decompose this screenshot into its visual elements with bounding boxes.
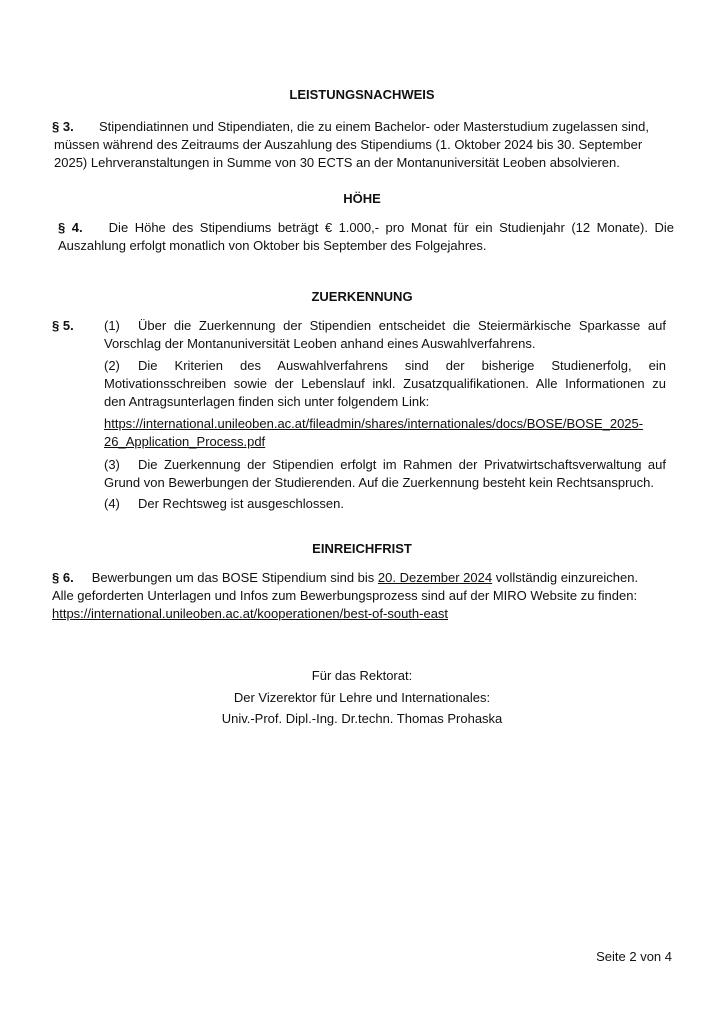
section-5-item-2-number: (2) <box>104 358 120 373</box>
signature-line-2: Der Vizerektor für Lehre und Internationales: <box>233 690 491 705</box>
section-5-item-3-line-2-box <box>104 474 670 492</box>
section-5-item-3-line-1-box <box>138 456 666 474</box>
section-4-line-1: Die Höhe des Stipendiums beträgt € 1.000,- pro Monat für ein Studienjahr (12 Monate). Die <box>108 220 674 235</box>
section-5-item-2-line-3: den Antragsunterlagen finden sich unter folgendem Link: <box>104 394 430 409</box>
section-6-label: § 6. <box>52 570 74 585</box>
section-5-item-2-line-1-box <box>138 357 666 375</box>
section-3-line-1: Stipendiatinnen und Stipendiaten, die zu einem Bachelor- oder Masterstudium zugelassen sind, <box>98 119 649 134</box>
heading-hoehe: HÖHE <box>343 191 381 206</box>
section-3-label: § 3. <box>52 119 74 134</box>
page-number: Seite 2 von 4 <box>596 949 672 964</box>
section-4-line-2: Auszahlung erfolgt monatlich von Oktober bis September des Folgejahres. <box>58 238 487 253</box>
section-5-item-3-number: (3) <box>104 457 120 472</box>
section-6-line-1-b: vollständig einzureichen. <box>495 570 639 585</box>
heading-einreichfrist: EINREICHFRIST <box>312 541 412 556</box>
section-5-item-4-line-1: Der Rechtsweg ist ausgeschlossen. <box>138 496 344 511</box>
section-4-label: § 4. <box>58 220 83 235</box>
section-5-item-1-line-1: Über die Zuerkennung der Stipendien entscheidet die Steiermärkische Sparkasse auf <box>138 318 666 333</box>
section-5-item-2-line-2: Motivationsschreiben sowie der Lebenslauf inkl. Zusatzqualifikationen. Alle Informationen zu <box>104 376 666 391</box>
deadline-date: 20. Dezember 2024 <box>377 570 493 585</box>
section-5-item-2-body <box>104 375 666 411</box>
application-process-link-line-2[interactable]: 26_Application_Process.pdf <box>104 434 266 449</box>
section-6-paragraph <box>52 569 672 623</box>
heading-zuerkennung: ZUERKENNUNG <box>311 289 413 304</box>
section-5-item-2-link-box <box>104 415 666 451</box>
section-3-line-2: müssen während des Zeitraums der Auszahlung des Stipendiums (1. Oktober 2024 bis 30. September <box>54 137 643 152</box>
section-6-line-2: Alle geforderten Unterlagen und Infos zum Bewerbungsprozess sind auf der MIRO Website zu finden: <box>52 588 638 603</box>
section-5-item-1-line-2-box <box>104 335 666 353</box>
section-5-item-1-line-1-box <box>138 317 666 335</box>
section-6-line-1-a: Bewerbungen um das BOSE Stipendium sind bis <box>91 570 375 585</box>
application-process-link-line-1[interactable]: https://international.unileoben.ac.at/fileadmin/shares/internationales/docs/BOSE/BOSE_2025- <box>104 416 644 431</box>
signature-line-3: Univ.-Prof. Dipl.-Ing. Dr.techn. Thomas Prohaska <box>221 711 503 726</box>
section-5-label: § 5. <box>52 318 74 333</box>
section-3-line-3: 2025) Lehrveranstaltungen in Summe von 30 ECTS an der Montanuniversität Leoben absolvieren. <box>54 155 620 170</box>
section-5-item-4-number: (4) <box>104 496 120 511</box>
section-5-item-3-line-2: Grund von Bewerbungen der Studierenden. Auf die Zuerkennung besteht kein Rechtsanspruch. <box>104 475 654 490</box>
section-4-paragraph <box>58 219 674 255</box>
signature-line-1: Für das Rektorat: <box>311 668 413 683</box>
section-5-item-2-line-1: Die Kriterien des Auswahlverfahrens sind der bisherige Studienerfolg, ein <box>138 358 666 373</box>
heading-leistungsnachweis: LEISTUNGSNACHWEIS <box>289 87 435 102</box>
section-5-item-1-line-2: Vorschlag der Montanuniversität Leoben anhand eines Auswahlverfahrens. <box>104 336 536 351</box>
section-5-item-1-number: (1) <box>104 318 120 333</box>
miro-website-link[interactable]: https://international.unileoben.ac.at/kooperationen/best-of-south-east <box>52 606 449 621</box>
section-5-item-3-line-1: Die Zuerkennung der Stipendien erfolgt im Rahmen der Privatwirtschaftsverwaltung auf <box>138 457 666 472</box>
section-3-paragraph <box>52 118 672 172</box>
